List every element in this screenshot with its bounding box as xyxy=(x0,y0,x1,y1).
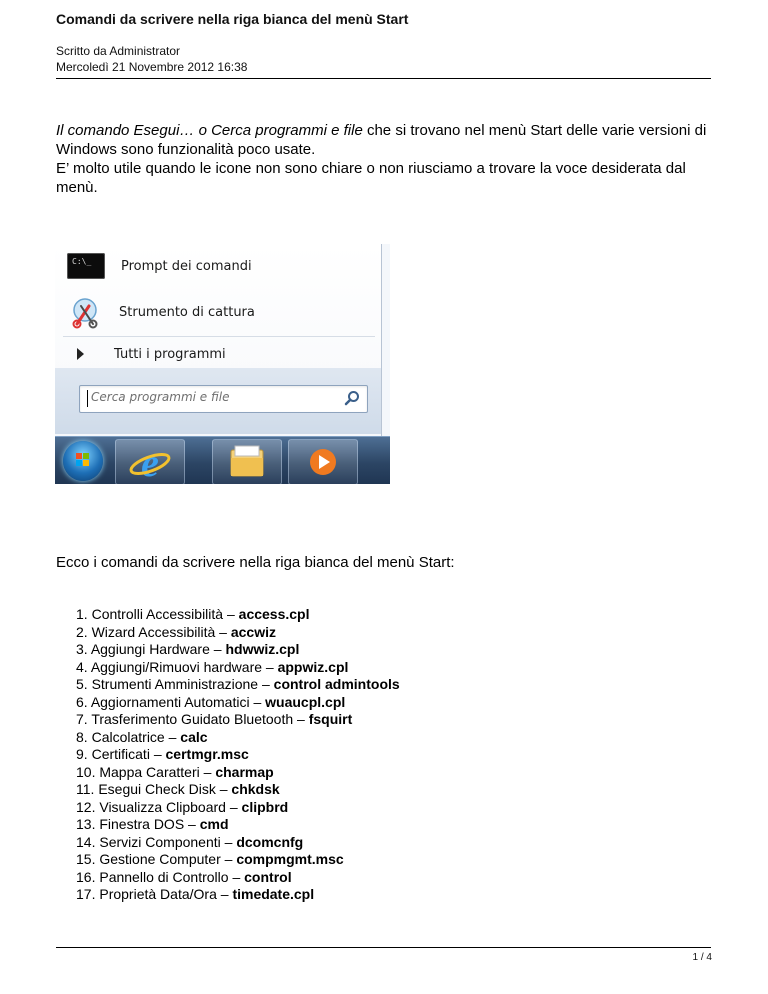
search-area xyxy=(55,368,381,434)
item-separator: – xyxy=(216,886,233,902)
item-name: Gestione Computer xyxy=(99,851,221,867)
item-separator: – xyxy=(199,763,216,780)
start-menu-screenshot xyxy=(55,244,390,484)
item-command: clipbrd xyxy=(241,798,289,815)
start-menu-item-label: Prompt dei comandi xyxy=(121,258,252,274)
all-programs-label: Tutti i programmi xyxy=(114,346,226,362)
item-name: Finestra DOS xyxy=(99,816,185,832)
list-item xyxy=(76,869,400,887)
item-number: 8. xyxy=(76,728,88,745)
item-separator: – xyxy=(258,676,274,692)
item-command: appwiz.cpl xyxy=(277,658,349,675)
list-item xyxy=(76,746,400,764)
item-name: Controlli Accessibilità xyxy=(91,606,224,622)
item-name: Aggiungi Hardware xyxy=(90,641,210,657)
list-item xyxy=(76,851,400,869)
item-separator: – xyxy=(228,868,245,885)
item-number: 7. xyxy=(76,711,88,727)
item-number: 11. xyxy=(76,781,95,797)
commands-intro: Ecco i comandi da scrivere nella riga bianca del menù Start: xyxy=(56,554,455,571)
media-player-icon[interactable] xyxy=(288,439,358,484)
item-number: 9. xyxy=(76,746,88,762)
list-item xyxy=(76,816,400,834)
item-command: certmgr.msc xyxy=(165,746,249,762)
list-item xyxy=(76,606,400,624)
item-number: 13. xyxy=(76,816,96,832)
item-command: control xyxy=(244,868,292,885)
list-item xyxy=(76,799,400,817)
item-name: Pannello di Controllo xyxy=(99,868,229,885)
search-input[interactable] xyxy=(79,385,368,413)
item-name: Wizard Accessibilità xyxy=(91,623,216,640)
start-menu-item-snipping[interactable] xyxy=(67,294,255,330)
item-number: 15. xyxy=(76,851,96,867)
intro-text: che si trovano nel menù Start delle varie versioni di Windows sono funzionalità poco usate. xyxy=(56,122,707,158)
item-separator: – xyxy=(220,851,237,867)
list-item xyxy=(76,676,400,694)
item-separator: – xyxy=(149,746,166,762)
item-name: Mappa Caratteri xyxy=(99,763,200,780)
author-line: Scritto da Administrator xyxy=(56,44,181,58)
item-name: Proprietà Data/Ora xyxy=(99,886,217,902)
item-name: Aggiornamenti Automatici xyxy=(90,693,250,710)
item-command: compmgmt.msc xyxy=(236,851,344,867)
item-name: Calcolatrice xyxy=(91,728,165,745)
item-number: 3. xyxy=(76,641,88,657)
commands-list xyxy=(76,606,400,904)
list-item xyxy=(76,886,400,904)
intro-second-line: E’ molto utile quando le icone non sono chiare o non riusciamo a trovare la voce desiderata dal menù. xyxy=(56,160,686,196)
command-prompt-icon xyxy=(67,253,105,279)
item-name: Trasferimento Guidato Bluetooth xyxy=(91,711,294,727)
item-name: Certificati xyxy=(91,746,150,762)
item-number: 10. xyxy=(76,763,96,780)
item-name: Aggiungi/Rimuovi hardware xyxy=(90,658,263,675)
list-item xyxy=(76,641,400,659)
list-item xyxy=(76,659,400,677)
item-number: 16. xyxy=(76,868,96,885)
item-name: Servizi Componenti xyxy=(99,833,221,850)
search-placeholder: Cerca programmi e file xyxy=(91,390,230,404)
intro-paragraph xyxy=(56,121,716,197)
item-number: 4. xyxy=(76,658,88,675)
item-number: 12. xyxy=(76,798,96,815)
item-command: timedate.cpl xyxy=(232,886,315,902)
list-item xyxy=(76,711,400,729)
item-number: 5. xyxy=(76,676,88,692)
item-number: 17. xyxy=(76,886,96,902)
header-divider xyxy=(56,78,711,79)
start-menu-item-label: Strumento di cattura xyxy=(119,304,255,320)
item-name: Strumenti Amministrazione xyxy=(91,676,259,692)
item-command: charmap xyxy=(215,763,274,780)
item-command: wuaucpl.cpl xyxy=(265,693,346,710)
item-separator: – xyxy=(164,728,181,745)
item-command: dcomcnfg xyxy=(236,833,304,850)
date-line: Mercoledì 21 Novembre 2012 16:38 xyxy=(56,60,248,74)
item-command: cmd xyxy=(199,816,229,832)
snipping-tool-icon xyxy=(67,294,103,330)
taskbar xyxy=(55,436,390,484)
item-separator: – xyxy=(215,623,231,640)
list-item xyxy=(76,834,400,852)
item-separator: – xyxy=(215,781,232,797)
footer-divider xyxy=(56,947,711,948)
item-number: 6. xyxy=(76,693,88,710)
item-number: 1. xyxy=(76,606,88,622)
intro-italic: Il comando Esegui… o Cerca programmi e file xyxy=(56,122,363,139)
item-command: chkdsk xyxy=(231,781,280,797)
item-separator: – xyxy=(220,833,237,850)
text-caret xyxy=(87,390,88,407)
list-item xyxy=(76,781,400,799)
item-separator: – xyxy=(249,693,266,710)
start-orb-icon[interactable] xyxy=(63,441,103,481)
explorer-folder-icon[interactable] xyxy=(212,439,282,484)
svg-text:e: e xyxy=(141,440,159,484)
internet-explorer-icon[interactable] xyxy=(115,439,185,484)
list-item xyxy=(76,729,400,747)
item-name: Visualizza Clipboard xyxy=(99,798,226,815)
item-command: accwiz xyxy=(230,623,276,640)
item-separator: – xyxy=(223,606,239,622)
document-title: Comandi da scrivere nella riga bianca del menù Start xyxy=(56,11,409,27)
item-name: Esegui Check Disk xyxy=(98,781,216,797)
item-command: fsquirt xyxy=(308,711,353,727)
search-icon[interactable] xyxy=(344,390,360,411)
item-command: hdwwiz.cpl xyxy=(225,641,300,657)
page-number: 1 / 4 xyxy=(692,952,712,963)
all-programs-item[interactable] xyxy=(77,342,226,366)
item-command: access.cpl xyxy=(238,606,310,622)
list-item xyxy=(76,764,400,782)
arrow-right-icon xyxy=(77,348,84,360)
item-number: 14. xyxy=(76,833,96,850)
item-separator: – xyxy=(262,658,278,675)
item-separator: – xyxy=(184,816,200,832)
menu-divider xyxy=(63,336,375,337)
start-menu-item-prompt[interactable] xyxy=(67,250,252,282)
item-separator: – xyxy=(225,798,242,815)
list-item xyxy=(76,624,400,642)
item-command: control admintools xyxy=(273,676,400,692)
list-item xyxy=(76,694,400,712)
item-separator: – xyxy=(209,641,226,657)
item-number: 2. xyxy=(76,623,88,640)
item-separator: – xyxy=(293,711,309,727)
item-command: calc xyxy=(180,728,208,745)
